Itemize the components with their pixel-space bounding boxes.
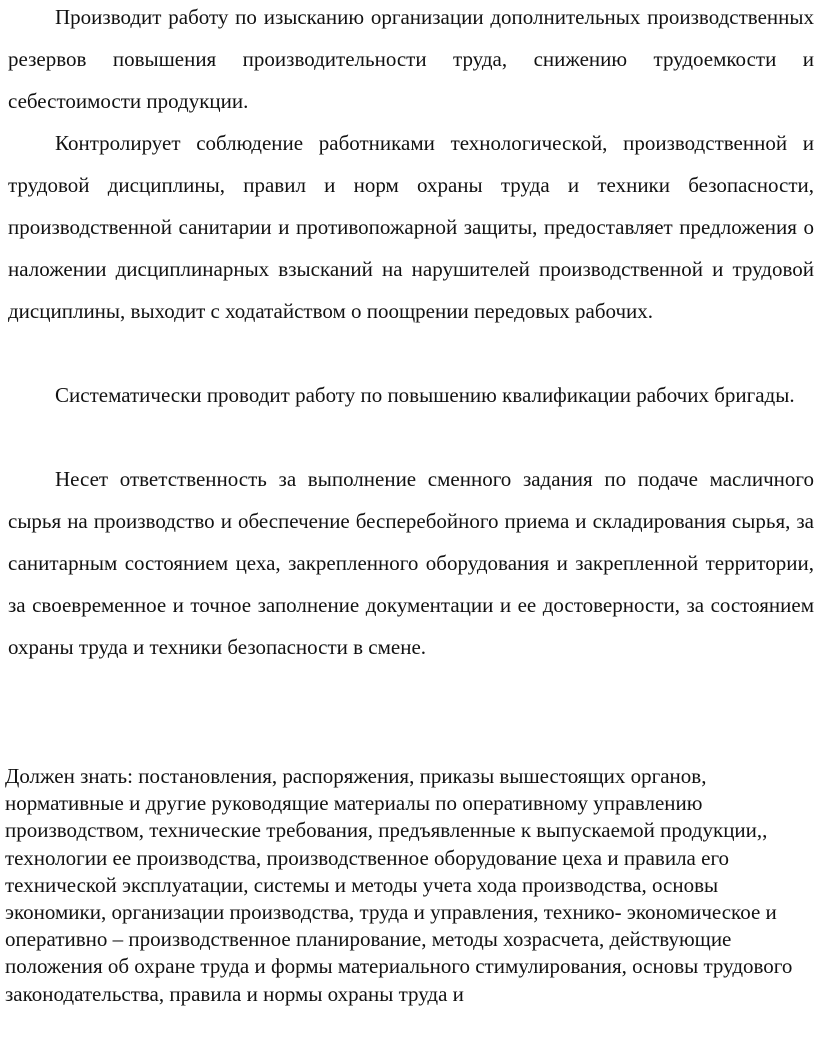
- paragraph-reserves: Производит работу по изысканию организации дополнительных производственных резервов повышения производительности труда, снижению трудоемкости и себестоимости продукции.: [8, 5, 814, 113]
- paragraph-must-know: Должен знать: постановления, распоряжения, приказы вышестоящих органов, нормативные и другие руководящие материалы по оперативному управлению производством, технические требования, предъявленные к выпускаемой продукции,, технологии ее производства, производственное оборудование цеха и правила его технической эксплуатации, системы и методы учета хода производства, основы экономики, организации производства, труда и управления, технико- экономическое и оперативно – производственное планирование, методы хозрасчета, действующие положения об охране труда и формы материального стимулирования, основы трудового законодательства, правила и нормы охраны труда и: [5, 764, 793, 1006]
- paragraph-responsibility: Несет ответственность за выполнение сменного задания по подаче масличного сырья на производство и обеспечение бесперебойного приема и складирования сырья, за санитарным состоянием цеха, закрепленного оборудования и закрепленной территории, за своевременное и точное заполнение документации и ее достоверности, за состоянием охраны труда и техники безопасности в смене.: [8, 467, 814, 659]
- paragraph-discipline-control: Контролирует соблюдение работниками технологической, производственной и трудовой дисциплины, правил и норм охраны труда и техники безопасности, производственной санитарии и противопожарной защиты, предоставляет предложения о наложении дисциплинарных взысканий на нарушителей производственной и трудовой дисциплины, выходит с ходатайством о поощрении передовых рабочих.: [8, 131, 814, 323]
- paragraph-qualification: Систематически проводит работу по повышению квалификации рабочих бригады.: [55, 383, 795, 407]
